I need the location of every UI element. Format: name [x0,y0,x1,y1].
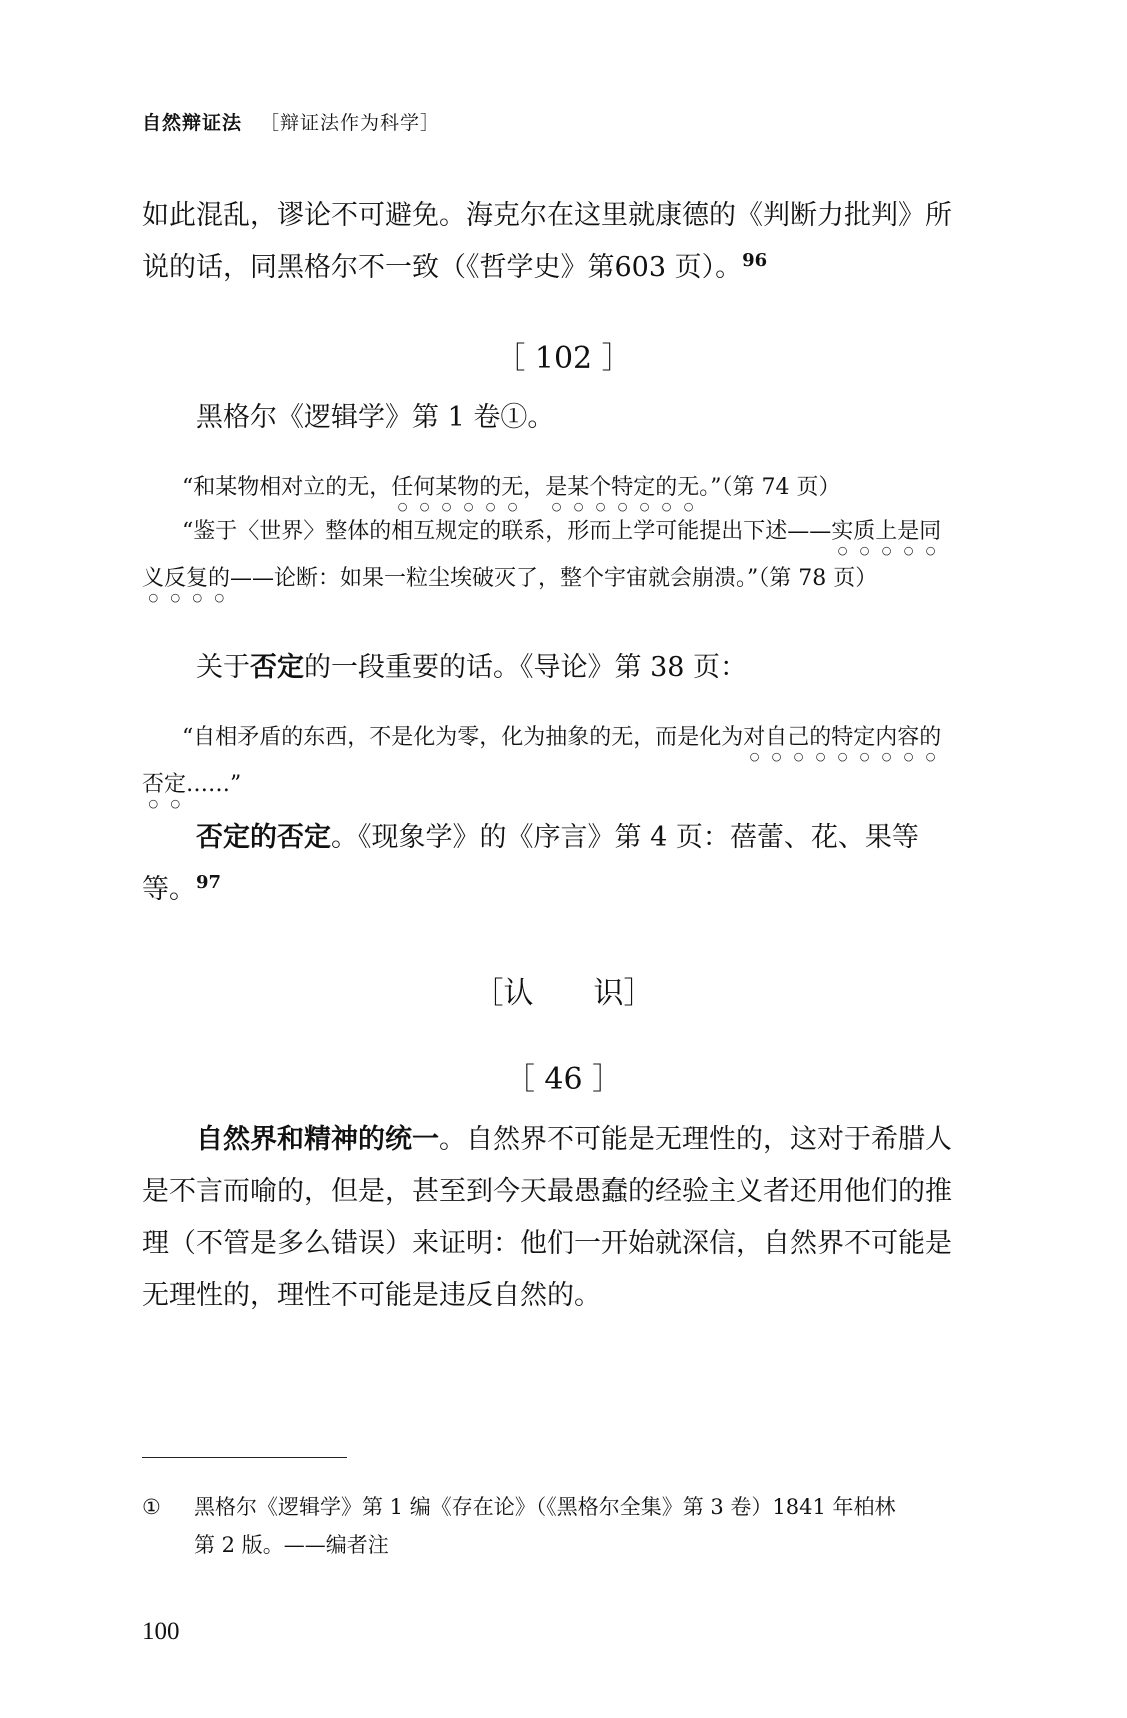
page-number: 100 [142,1618,180,1645]
quote-nothing-b: 。”（第 74 页） [699,475,841,500]
quote-metaphysics [142,510,962,604]
footnote-line-1: 黑格尔《逻辑学》第 1 编《存在论》（《黑格尔全集》第 3 卷）1841 年柏林 [194,1495,896,1519]
paragraph-negation [142,642,962,694]
header-section: ［辩证法作为科学］ [260,112,441,134]
quote-metaphysics-b: ——论断：如果一粒尘埃破灭了，整个宇宙就会崩溃。”（第 78 页） [230,566,878,591]
paragraph-nature-spirit-text: 。自然界不可能是无理性的，这对于希腊人是不言而喻的，但是，甚至到今天最愚蠢的经验主义者还用他们的推理（不管是多么错误）来证明：他们一开始就深信，自然界不可能是无理性的，理性不可能是违反自然的。 [142,1124,952,1311]
heading-102: ［ 102 ］ [495,341,632,376]
paragraph-non-bold: 否定的否定 [196,822,331,853]
paragraph-negation-bold: 否定 [250,652,304,683]
quote-contradiction-b: ……” [186,772,242,797]
quote-contradiction-a: “自相矛盾的东西，不是化为零，化为抽象的无，而是化为 [182,725,744,750]
section-heading-cognition: ［认 识］ [473,976,654,1011]
paragraph-haeckel-text: 如此混乱，谬论不可避免。海克尔在这里就康德的《判断力批判》所说的话，同黑格尔不一致（《哲学史》第603 页）。 [142,200,952,283]
paragraph-haeckel [142,190,962,294]
paragraph-nature-spirit [142,1114,962,1322]
header-book-title: 自然辩证法 [142,112,243,134]
heading-46: ［ 46 ］ [504,1062,623,1097]
quote-contradiction [142,716,962,810]
paragraph-non-text: 。《现象学》的《序言》第 4 页：蓓蕾、花、果等等。 [142,822,919,905]
footnote-rule [142,1457,347,1458]
footnote-line-2: 第 2 版。——编者注 [194,1533,389,1557]
endnote-ref-97: 97 [196,872,222,893]
paragraph-negation-a: 关于 [196,652,250,683]
footnote-1 [142,1488,962,1564]
quote-nothing-a: “和某物相对立的无， [182,475,392,500]
running-header [142,108,440,135]
quote-metaphysics-a: “鉴于〈世界〉整体的相互规定的联系，形而上学可能提出下述—— [182,519,832,544]
quote-contradiction-emphasis: 对自己的特定内容的否定 [142,725,942,797]
paragraph-negation-b: 的一段重要的话。《导论》第 38 页： [304,652,748,683]
paragraph-negation-of-negation [142,812,962,916]
endnote-ref-96: 96 [742,250,768,271]
footnote-mark: ① [142,1495,161,1519]
paragraph-nature-spirit-bold: 自然界和精神的统一 [196,1124,439,1155]
quote-metaphysics-emphasis: 实质上是同义反复的 [142,519,942,591]
quote-nothing-emphasis: 任何某物的无，是某个特定的无 [391,475,700,500]
paragraph-logic-vol1: 黑格尔《逻辑学》第 1 卷①。 [196,402,555,433]
quote-nothing [142,466,962,513]
